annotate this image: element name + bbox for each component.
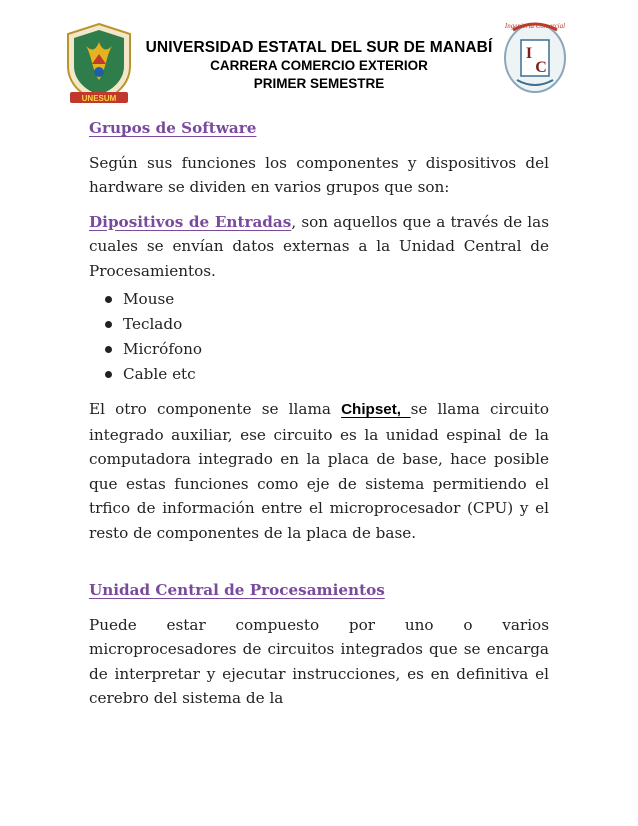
input-devices-list — [89, 287, 549, 387]
list-item: Cable etc — [123, 362, 549, 387]
university-name: UNIVERSIDAD ESTATAL DEL SUR DE MANABÍ — [145, 39, 493, 56]
chipset-paragraph — [89, 397, 549, 545]
svg-text:Ingeniería Comercial: Ingeniería Comercial — [504, 22, 566, 30]
list-item: Micrófono — [123, 337, 549, 362]
list-item: Mouse — [123, 287, 549, 312]
semester-label: PRIMER SEMESTRE — [253, 76, 385, 91]
input-devices-paragraph — [89, 210, 549, 284]
chipset-lead: El otro componente se llama — [89, 400, 342, 418]
input-devices-text: , son aquellos que a través de las cuales se envían datos externas a la Unidad Central de Procesamientos. — [89, 212, 549, 280]
term-input-devices: Dipositivos de Entradas — [89, 212, 292, 231]
list-item: Teclado — [123, 312, 549, 337]
svg-text:UNESUM: UNESUM — [81, 94, 117, 103]
heading-grupos-software: Grupos de Software — [89, 119, 257, 137]
svg-text:C: C — [535, 59, 547, 76]
heading-cpu: Unidad Central de Procesamientos — [89, 581, 385, 599]
document-body — [89, 116, 549, 711]
cpu-paragraph: Puede estar compuesto por uno o varios microprocesadores de circuitos integrados que se encarga de interpretar y ejecutar instrucciones, es en definitiva el cerebro del sistema de la — [89, 615, 549, 707]
header-titles — [140, 38, 498, 92]
term-chipset: Chipset, — [341, 401, 411, 418]
university-logo — [62, 20, 136, 106]
intro-paragraph: Según sus funciones los componentes y dispositivos del hardware se dividen en varios grupos que son: — [89, 153, 549, 196]
svg-text:I: I — [525, 45, 533, 62]
document-header — [0, 0, 638, 115]
program-name: CARRERA COMERCIO EXTERIOR — [210, 58, 428, 73]
chipset-text: se llama circuito integrado auxiliar, ese circuito es la unidad espinal de la computadora integrado en la placa de base, hace posible que estas funciones como eje de sistema permitiendo el trfico de información entre el microprocesador (CPU) y el resto de componentes de la placa de base. — [89, 400, 549, 542]
career-logo — [499, 14, 571, 100]
